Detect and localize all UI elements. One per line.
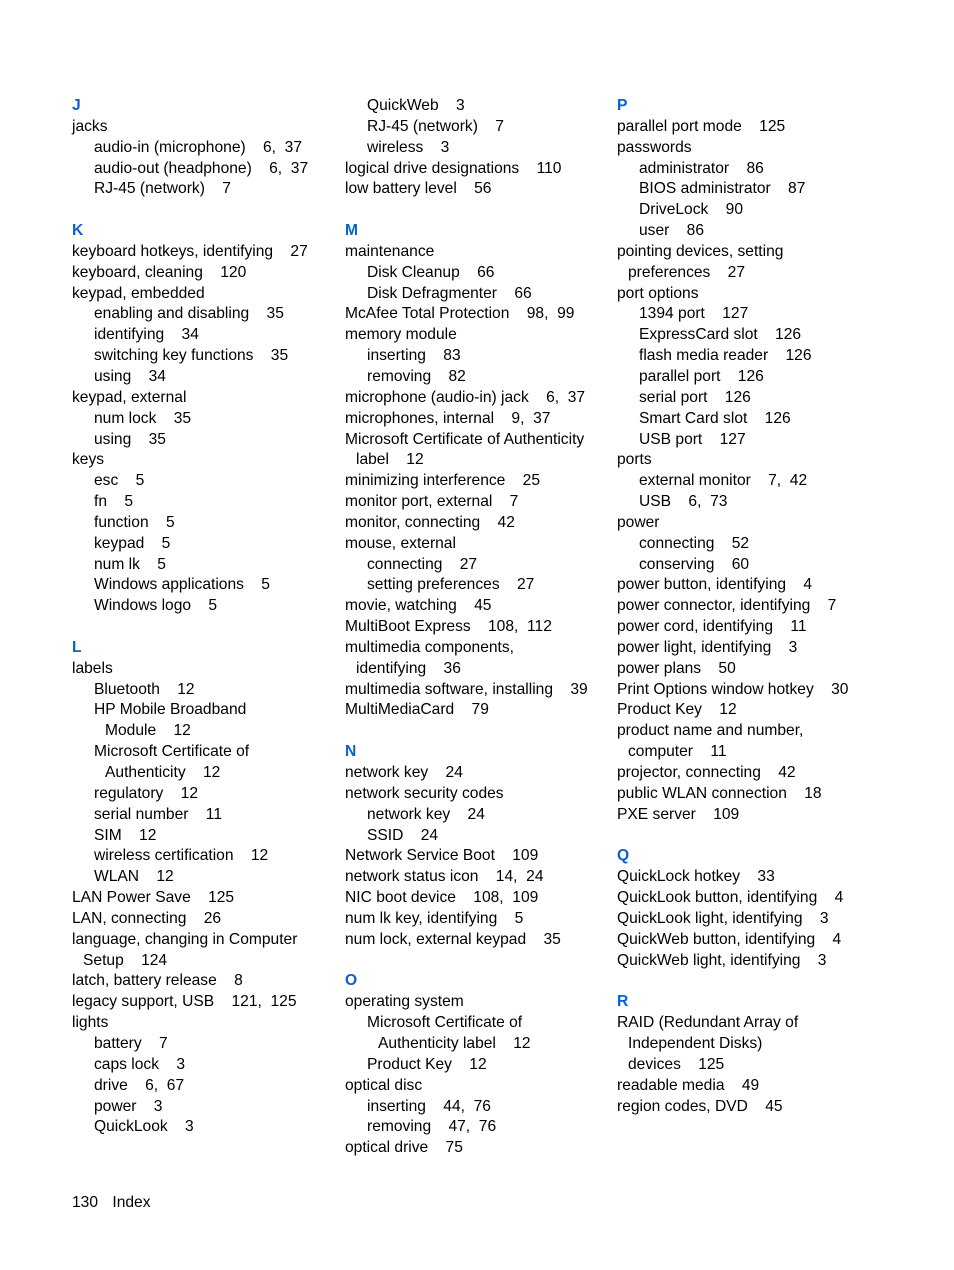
index-subentry: computer 11	[628, 743, 727, 761]
index-entry: microphone (audio-in) jack 6, 37	[345, 388, 586, 406]
index-entry: power button, identifying 4	[617, 576, 813, 594]
index-entry: QuickLook button, identifying 4	[617, 889, 844, 907]
section-gap	[345, 200, 605, 221]
index-entry: product name and number,	[617, 722, 804, 740]
index-subentry: fn 5	[94, 493, 134, 511]
index-entry: pointing devices, setting	[617, 242, 784, 260]
index-subentry: removing 82	[367, 367, 466, 385]
index-subentry: BIOS administrator 87	[639, 180, 806, 198]
index-subentry: Authenticity label 12	[378, 1034, 531, 1052]
index-subentry: wireless certification 12	[94, 847, 269, 865]
index-subentry: using 35	[94, 430, 166, 448]
index-entry: logical drive designations 110	[345, 159, 562, 177]
index-subentry: Authenticity 12	[105, 764, 221, 781]
index-subentry: battery 7	[94, 1034, 168, 1052]
index-subentry: Disk Defragmenter 66	[367, 284, 532, 302]
index-entry: parallel port mode 125	[617, 117, 786, 135]
index-entry: LAN Power Save 125	[72, 889, 235, 907]
index-entry: passwords	[617, 138, 692, 156]
index-subentry: Setup 124	[83, 951, 168, 969]
index-subentry: conserving 60	[639, 555, 750, 573]
index-subentry: serial port 126	[639, 388, 751, 406]
index-entry: PXE server 109	[617, 805, 740, 823]
index-subentry: preferences 27	[628, 263, 746, 281]
index-subentry: 1394 port 127	[639, 305, 749, 323]
index-entry: NIC boot device 108, 109	[345, 889, 539, 907]
index-entry: port options	[617, 284, 699, 302]
index-entry: Print Options window hotkey 30	[617, 680, 849, 698]
index-entry: keyboard, cleaning 120	[72, 263, 247, 281]
index-letter-heading: N	[345, 743, 357, 761]
index-subentry: SIM 12	[94, 826, 157, 844]
index-subentry: WLAN 12	[94, 868, 174, 886]
index-column-1	[72, 96, 332, 1138]
index-subentry: switching key functions 35	[94, 347, 289, 365]
index-subentry: flash media reader 126	[639, 347, 812, 365]
index-subentry: Disk Cleanup 66	[367, 263, 495, 281]
index-entry: multimedia components,	[345, 638, 515, 656]
index-letter-heading: P	[617, 97, 628, 114]
index-entry: power plans 50	[617, 659, 736, 677]
index-subentry: connecting 27	[367, 555, 478, 573]
index-subentry: drive 6, 67	[94, 1076, 185, 1094]
index-subentry: inserting 44, 76	[367, 1097, 491, 1115]
index-subentry: HP Mobile Broadband	[94, 701, 247, 719]
index-subentry: QuickLook 3	[94, 1118, 194, 1136]
index-subentry: USB port 127	[639, 430, 746, 448]
index-subentry: parallel port 126	[639, 367, 764, 385]
index-subentry: RJ-45 (network) 7	[367, 117, 504, 135]
index-subentry: Microsoft Certificate of	[94, 743, 250, 761]
index-entry: optical drive 75	[345, 1139, 463, 1157]
section-gap	[345, 721, 605, 742]
index-entry: memory module	[345, 326, 457, 344]
index-entry: MultiMediaCard 79	[345, 701, 489, 719]
index-entry: maintenance	[345, 242, 435, 260]
index-entry: keypad, external	[72, 388, 187, 406]
index-subentry: user 86	[639, 222, 705, 240]
index-subentry: function 5	[94, 513, 175, 531]
index-entry: RAID (Redundant Array of	[617, 1014, 799, 1032]
index-entry: network status icon 14, 24	[345, 868, 544, 886]
index-subentry: audio-out (headphone) 6, 37	[94, 159, 309, 177]
index-subentry: Independent Disks)	[628, 1034, 763, 1052]
index-entry: region codes, DVD 45	[617, 1097, 783, 1115]
index-entry: keyboard hotkeys, identifying 27	[72, 242, 308, 260]
index-entry: monitor port, external 7	[345, 493, 519, 511]
index-subentry: Module 12	[105, 722, 191, 740]
index-entry: microphones, internal 9, 37	[345, 409, 551, 427]
index-column-2	[345, 96, 605, 1159]
section-gap	[617, 971, 877, 992]
index-subentry: esc 5	[94, 472, 145, 490]
section-gap	[617, 826, 877, 847]
index-letter-heading: R	[617, 993, 629, 1011]
index-subentry: serial number 11	[94, 805, 222, 823]
index-entry: Microsoft Certificate of Authenticity	[345, 430, 585, 448]
index-subentry: RJ-45 (network) 7	[94, 180, 231, 198]
index-entry: lights	[72, 1014, 109, 1032]
index-entry: McAfee Total Protection 98, 99	[345, 305, 575, 323]
index-subentry: enabling and disabling 35	[94, 305, 284, 323]
index-subentry: Product Key 12	[367, 1055, 487, 1073]
index-letter-heading: K	[72, 222, 84, 240]
index-entry: power connector, identifying 7	[617, 597, 837, 615]
index-subentry: Bluetooth 12	[94, 680, 195, 698]
index-entry: QuickWeb button, identifying 4	[617, 930, 842, 948]
index-entry: labels	[72, 659, 113, 677]
index-entry: legacy support, USB 121, 125	[72, 993, 297, 1011]
index-subentry: inserting 83	[367, 347, 461, 365]
index-subentry: wireless 3	[367, 138, 450, 156]
index-subentry: setting preferences 27	[367, 576, 535, 594]
index-entry: ports	[617, 451, 652, 469]
index-letter-heading: J	[72, 97, 81, 114]
index-subentry: Smart Card slot 126	[639, 409, 791, 427]
index-subentry: identifying 34	[94, 326, 199, 344]
index-subentry: external monitor 7, 42	[639, 472, 808, 490]
index-subentry: audio-in (microphone) 6, 37	[94, 138, 303, 156]
index-subentry: num lock 35	[94, 409, 192, 427]
index-letter-heading: L	[72, 638, 82, 656]
index-entry: mouse, external	[345, 534, 456, 552]
index-entry: monitor, connecting 42	[345, 513, 515, 531]
index-entry: Product Key 12	[617, 701, 737, 719]
index-subentry: SSID 24	[367, 826, 439, 844]
index-entry: movie, watching 45	[345, 597, 492, 615]
section-name: Index	[112, 1194, 151, 1211]
index-entry: Network Service Boot 109	[345, 847, 539, 865]
index-entry: operating system	[345, 993, 464, 1011]
index-entry: language, changing in Computer	[72, 930, 298, 948]
index-entry: jacks	[72, 117, 108, 135]
index-subentry: Windows logo 5	[94, 597, 218, 615]
index-entry: multimedia software, installing 39	[345, 680, 588, 698]
page-number: 130	[72, 1194, 99, 1211]
index-subentry: power 3	[94, 1097, 163, 1115]
section-gap	[72, 200, 332, 221]
index-subentry: QuickWeb 3	[367, 97, 465, 114]
index-subentry: regulatory 12	[94, 784, 199, 802]
index-entry: network key 24	[345, 764, 463, 781]
index-subentry: num lk 5	[94, 555, 166, 573]
index-entry: keys	[72, 451, 105, 469]
index-entry: num lock, external keypad 35	[345, 930, 561, 948]
index-entry: num lk key, identifying 5	[345, 909, 524, 927]
index-entry: minimizing interference 25	[345, 472, 541, 490]
index-subentry: USB 6, 73	[639, 493, 728, 511]
index-subentry: identifying 36	[356, 659, 461, 677]
index-subentry: connecting 52	[639, 534, 750, 552]
index-entry: LAN, connecting 26	[72, 909, 222, 927]
index-entry: power	[617, 513, 660, 531]
index-entry: latch, battery release 8	[72, 972, 243, 990]
index-subentry: caps lock 3	[94, 1055, 186, 1073]
index-entry: QuickLock hotkey 33	[617, 868, 775, 886]
index-subentry: ExpressCard slot 126	[639, 326, 802, 344]
index-letter-heading: M	[345, 222, 358, 240]
index-subentry: Windows applications 5	[94, 576, 270, 594]
index-subentry: keypad 5	[94, 534, 171, 552]
index-subentry: Microsoft Certificate of	[367, 1014, 523, 1032]
index-entry: projector, connecting 42	[617, 764, 796, 781]
index-entry: power light, identifying 3	[617, 638, 798, 656]
index-subentry: administrator 86	[639, 159, 764, 177]
index-letter-heading: Q	[617, 847, 630, 865]
index-entry: low battery level 56	[345, 180, 492, 198]
page-footer	[72, 1193, 161, 1213]
index-subentry: removing 47, 76	[367, 1118, 497, 1136]
index-subentry: label 12	[356, 451, 424, 469]
index-subentry: devices 125	[628, 1055, 725, 1073]
index-entry: QuickWeb light, identifying 3	[617, 951, 827, 969]
index-subentry: DriveLock 90	[639, 201, 744, 219]
index-entry: QuickLook light, identifying 3	[617, 909, 829, 927]
index-subentry: using 34	[94, 367, 166, 385]
section-gap	[345, 951, 605, 972]
index-entry: readable media 49	[617, 1076, 760, 1094]
index-entry: MultiBoot Express 108, 112	[345, 618, 552, 636]
index-column-3	[617, 96, 877, 1117]
index-entry: optical disc	[345, 1076, 423, 1094]
index-entry: keypad, embedded	[72, 284, 205, 302]
index-entry: power cord, identifying 11	[617, 618, 807, 636]
index-entry: network security codes	[345, 784, 504, 802]
index-subentry: network key 24	[367, 805, 485, 823]
index-entry: public WLAN connection 18	[617, 784, 822, 802]
index-letter-heading: O	[345, 972, 358, 990]
section-gap	[72, 617, 332, 638]
